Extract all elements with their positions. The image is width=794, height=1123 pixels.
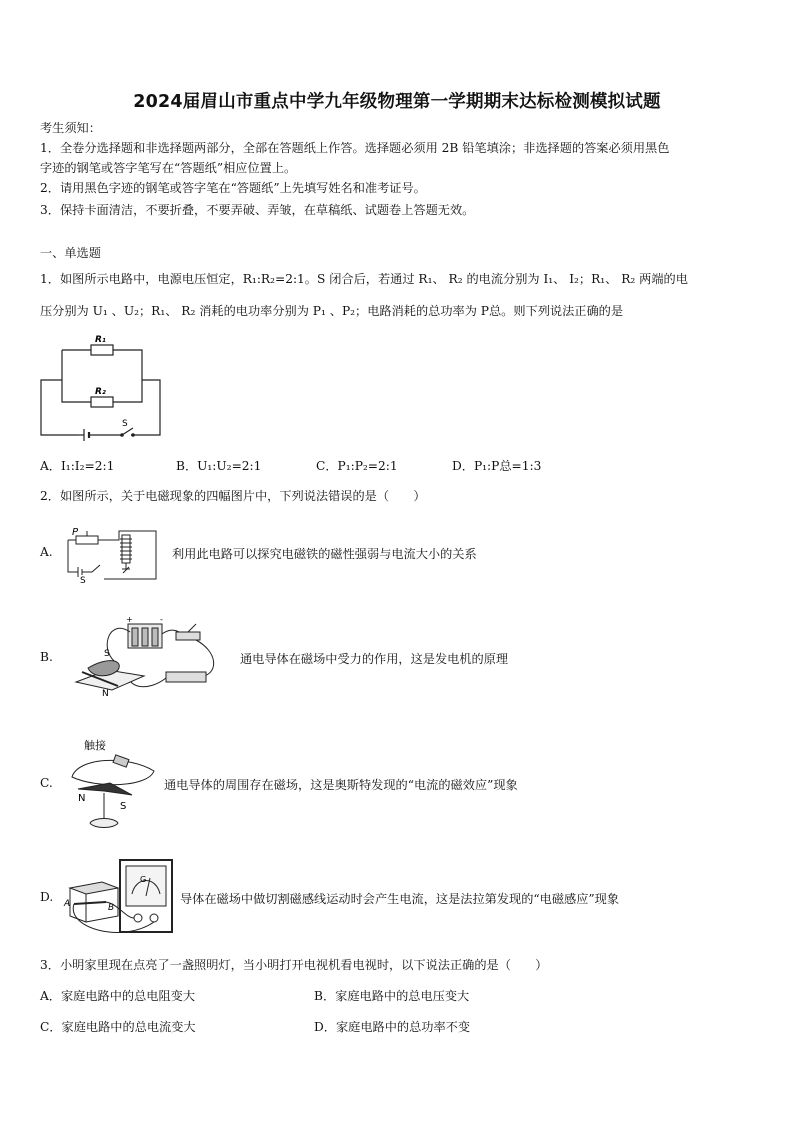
q2-option-b-letter[interactable]: B.: [40, 650, 53, 664]
s-pole-label: S: [104, 649, 110, 659]
svg-text:-: -: [160, 615, 163, 624]
q3-option-d[interactable]: D．家庭电路中的总功率不变: [314, 1020, 471, 1034]
q1-option-c[interactable]: C．P₁:P₂=2:1: [316, 459, 398, 473]
motor-principle-figure: [68, 612, 222, 696]
notice-item: 1．全卷分选择题和非选择题两部分，全部在答题纸上作答。选择题必须用 2B 铅笔填涂；非选择题的答案必须用黑色: [40, 141, 670, 155]
oersted-experiment-figure: [68, 737, 158, 833]
svg-text:+: +: [126, 615, 133, 624]
q1-option-d[interactable]: D．P₁:P总=1:3: [452, 459, 542, 473]
q3-option-c[interactable]: C．家庭电路中的总电流变大: [40, 1020, 196, 1034]
q1-option-a[interactable]: A．I₁:I₂=2:1: [40, 459, 115, 473]
s-pole-label: S: [120, 801, 127, 812]
section-heading: 一、单选题: [40, 246, 101, 260]
electromagnetic-induction-figure: [62, 858, 178, 940]
q2-option-d-text: 导体在磁场中做切割磁感线运动时会产生电流，这是法拉第发现的“电磁感应”现象: [180, 892, 620, 906]
galvanometer-label: G: [140, 875, 147, 884]
switch-label: S: [80, 576, 86, 583]
r2-label: R₂: [95, 387, 106, 397]
page-title: 2024届眉山市重点中学九年级物理第一学期期末达标检测模拟试题: [133, 92, 661, 112]
electromagnet-circuit-figure: [64, 527, 160, 583]
q1-option-b[interactable]: B．U₁:U₂=2:1: [176, 459, 262, 473]
rheostat-label: P: [72, 527, 79, 538]
point-b-label: B: [108, 903, 115, 913]
notice-heading: 考生须知：: [40, 121, 101, 135]
notice-item: 3．保持卡面清洁，不要折叠，不要弄破、弄皱，在草稿纸、试题卷上答题无效。: [40, 203, 475, 217]
n-pole-label: N: [102, 689, 109, 696]
question-1-line-1: 1．如图所示电路中，电源电压恒定，R₁:R₂=2:1。S 闭合后，若通过 R₁、 R₂ 的电流分别为 I₁、 I₂；R₁、 R₂ 两端的电: [40, 272, 688, 286]
q2-option-a-letter[interactable]: A.: [40, 545, 53, 559]
q2-option-c-letter[interactable]: C.: [40, 776, 53, 790]
q2-option-c-text: 通电导体的周围存在磁场，这是奥斯特发现的“电流的磁效应”现象: [164, 778, 518, 792]
notice-item: 2．请用黑色字迹的钢笔或答字笔在“答题纸”上先填写姓名和准考证号。: [40, 181, 426, 195]
question-2-stem: 2．如图所示，关于电磁现象的四幅图片中，下列说法错误的是（ ）: [40, 489, 426, 503]
point-a-label: A: [64, 899, 71, 909]
notice-item: 字迹的钢笔或答字笔写在“答题纸”相应位置上。: [40, 161, 297, 175]
switch-label: S: [122, 419, 128, 429]
question-1-circuit-diagram: [38, 332, 168, 442]
q3-option-b[interactable]: B．家庭电路中的总电压变大: [314, 989, 470, 1003]
contact-label: 触接: [84, 739, 106, 752]
question-3-stem: 3．小明家里现在点亮了一盏照明灯，当小明打开电视机看电视时，以下说法正确的是（ ）: [40, 958, 548, 972]
q2-option-d-letter[interactable]: D.: [40, 890, 54, 904]
q3-option-a[interactable]: A．家庭电路中的总电阻变大: [40, 989, 196, 1003]
q2-option-a-text: 利用此电路可以探究电磁铁的磁性强弱与电流大小的关系: [172, 547, 477, 561]
q2-option-b-text: 通电导体在磁场中受力的作用，这是发电机的原理: [240, 652, 509, 666]
r1-label: R₁: [95, 335, 106, 345]
question-1-line-2: 压分别为 U₁ 、U₂；R₁、 R₂ 消耗的电功率分别为 P₁ 、P₂；电路消耗的总功率为 P总。则下列说法正确的是: [40, 304, 624, 318]
n-pole-label: N: [78, 793, 86, 804]
